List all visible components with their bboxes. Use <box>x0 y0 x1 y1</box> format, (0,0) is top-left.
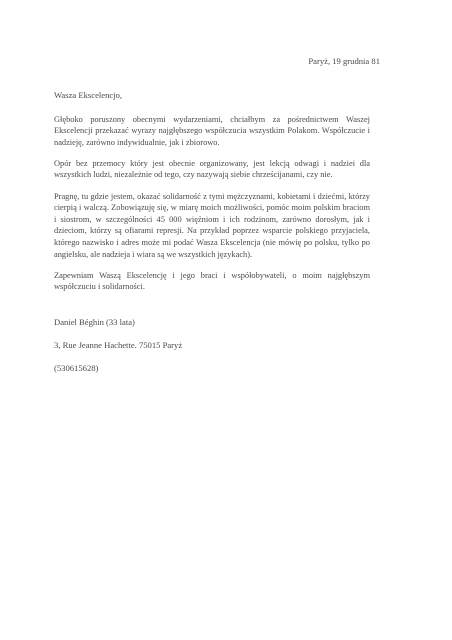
paragraph-4: Zapewniam Waszą Ekscelencję i jego braci i współobywateli, o moim najgłębszym współczuciu i solidarności. <box>54 270 370 292</box>
paragraph-1: Głęboko poruszony obecnymi wydarzeniami, chciałbym za pośrednictwem Waszej Ekscelencji przekazać wyrazy najgłębszego współczucia wszystkim Polakom. Współczucie i nadzieję, zarówno indywidualnie, jak i zbiorowo. <box>54 114 370 147</box>
paragraph-3: Pragnę, tu gdzie jestem, okazać solidarność z tymi mężczyznami, kobietami i dziećmi, którzy cierpią i walczą. Zobowiązuję się, w miarę moich możliwości, pomóc moim polskim braciom i siostrom, w szczególności 45 000 więźniom i ich rodzinom, zarówno dorosłym, jak i dzieciom, którzy są ofiarami represji. Na przykład poprzez wsparcie polskiego przyjaciela, którego nazwisko i adres może mi podać Wasza Ekscelencja (nie mówię po polsku, tylko po angielsku, ale nadzieja i wiara są we wszystkich językach). <box>54 191 370 259</box>
letter-body <box>54 90 370 386</box>
signature-block <box>54 317 370 375</box>
signature-phone: (530615628) <box>54 363 99 373</box>
signature-address: 3, Rue Jeanne Hachette. 75015 Paryż <box>54 339 183 350</box>
place-date: Paryż, 19 grudnia 81 <box>308 56 380 66</box>
salutation: Wasza Ekscelencjo, <box>54 90 123 100</box>
signature-name: Daniel Béghin (33 lata) <box>54 316 135 327</box>
paragraph-2: Opór bez przemocy który jest obecnie organizowany, jest lekcją odwagi i nadziei dla wszystkich ludzi, niezależnie od tego, czy nazywają siebie chrześcijanami, czy nie. <box>54 158 370 180</box>
